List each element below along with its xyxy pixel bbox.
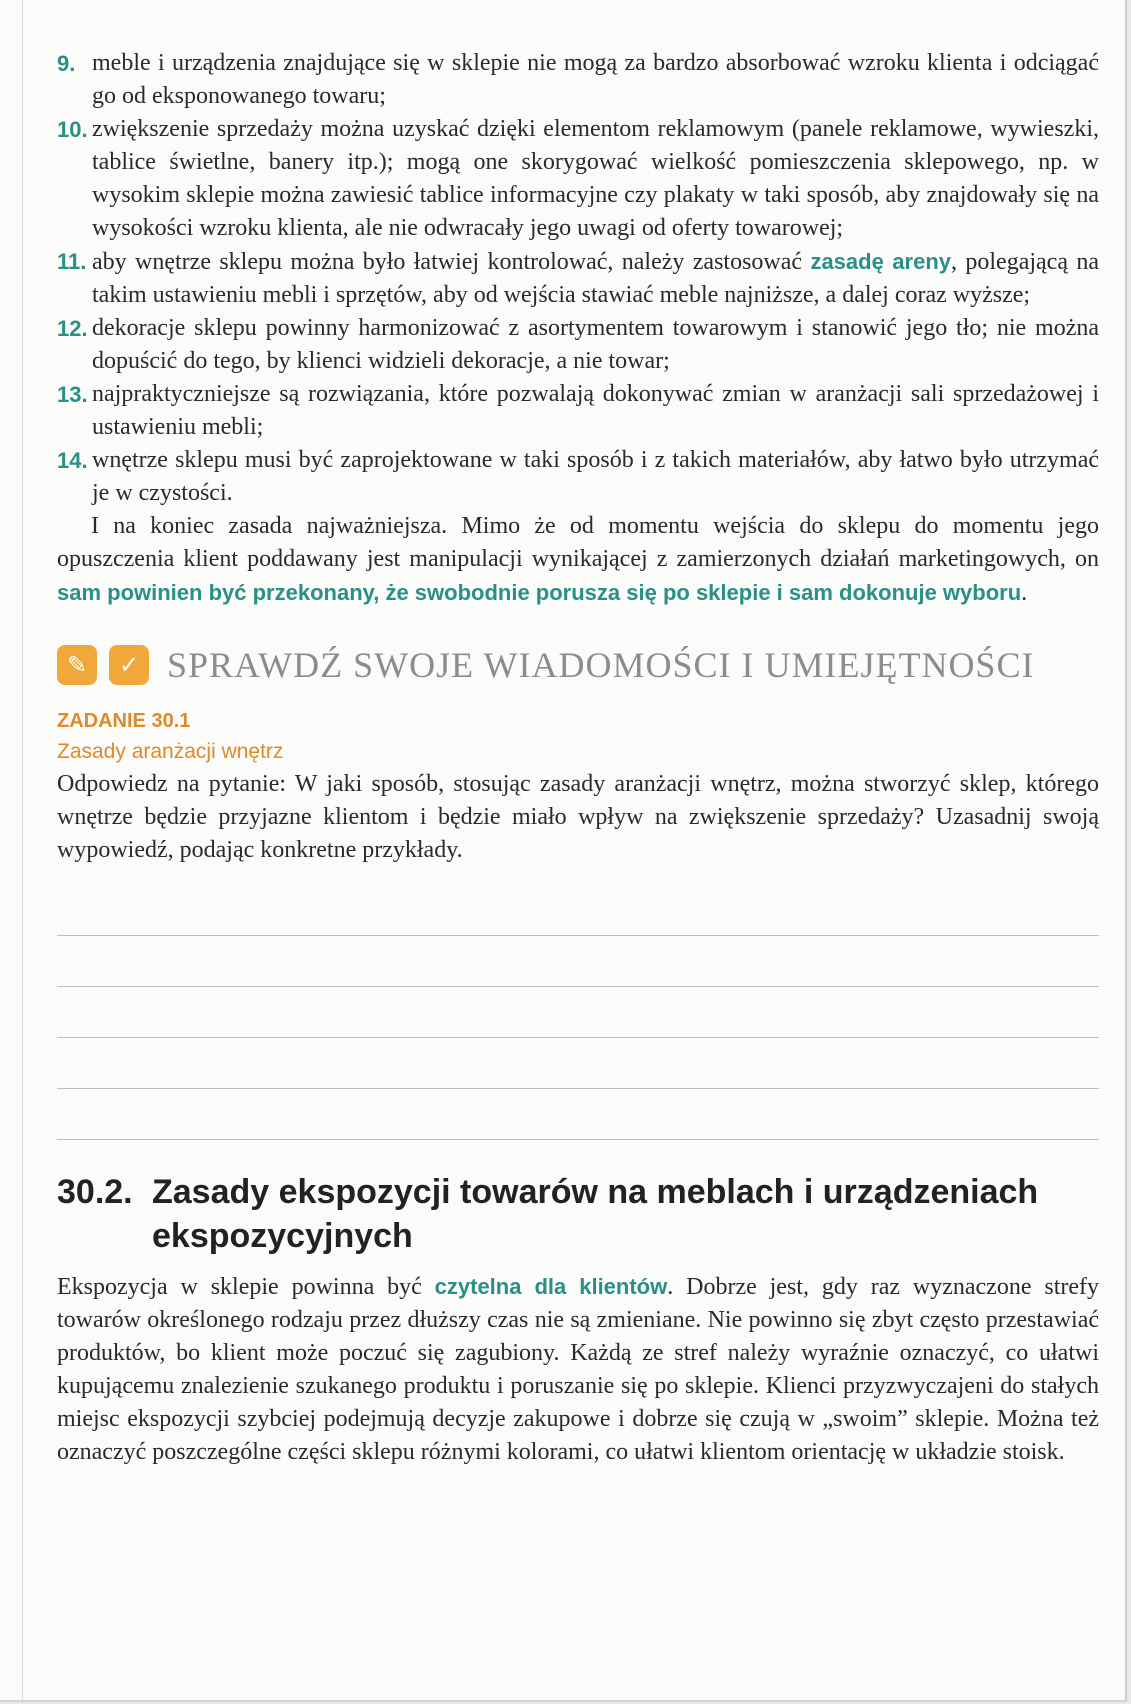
answer-line — [57, 1089, 1099, 1140]
highlighted-phrase: zasadę areny — [810, 249, 952, 274]
section-title-text: Zasady ekspozycji towarów na meblach i urządzeniach ekspozycyjnych — [152, 1173, 1039, 1255]
answer-line — [57, 987, 1099, 1038]
text-run: I na koniec zasada najważniejsza. Mimo że od momentu wejścia do sklepu do momentu jego opuszczenia klient poddawany jest manipulacji wynikającej z zamierzonych działań marketingowych, on — [57, 513, 1099, 572]
page-content — [57, 47, 1099, 1469]
answer-lines — [57, 885, 1099, 1140]
list-item-text — [92, 50, 1099, 109]
text-run: aby wnętrze sklepu można było łatwiej kontrolować, należy zastosować — [92, 249, 811, 275]
list-item-text — [92, 381, 1099, 440]
list-item-number: 12. — [57, 316, 88, 341]
text-run: . Dobrze jest, gdy raz wyznaczone strefy towarów określonego rodzaju przez dłuższy czas nie są zmieniane. Nie powinno się zbyt często przestawiać produktów, bo klient może poczuć się zagubiony. Każdą ze stref należy wyraźnie oznaczyć, co ułatwi kupującemu znalezienie szukanego produktu i poruszanie się po sklepie. Klienci przyzwyczajeni do stałych miejsc ekspozycji szybciej podejmują decyzje zakupowe i dobrze się czują w „swoim” sklepie. Można też oznaczyć poszczególne części sklepu różnymi kolorami, co ułatwi klientom orientację w układzie stoisk. — [57, 1274, 1100, 1465]
list-item — [57, 245, 1099, 312]
text-run: meble i urządzenia znajdujące się w sklepie nie mogą za bardzo absorbować wzroku klienta i odciągać go od eksponowanego towaru; — [92, 50, 1099, 109]
answer-line — [57, 885, 1099, 936]
list-item — [57, 47, 1099, 113]
answer-line — [57, 936, 1099, 987]
task-question: Odpowiedz na pytanie: W jaki sposób, stosując zasady aranżacji wnętrz, można stworzyć sklep, którego wnętrze będzie przyjazne klientom i będzie miało wpływ na zwiększenie sprzedaży? Uzasadnij swoją wypowiedź, podając konkretne przykłady. — [57, 771, 1099, 863]
list-item — [57, 113, 1099, 245]
text-run: . — [1021, 580, 1028, 606]
checkbox-icon: ✓ — [109, 645, 149, 685]
list-item-text — [92, 249, 1099, 308]
text-run: Ekspozycja w sklepie powinna być — [57, 1274, 435, 1300]
highlighted-phrase: czytelna dla klientów — [434, 1274, 668, 1299]
task-subtitle: Zasady aranżacji wnętrz — [57, 740, 284, 763]
closing-paragraph — [57, 510, 1099, 610]
list-item-number: 11. — [57, 249, 87, 274]
list-item — [57, 312, 1099, 378]
list-item-number: 9. — [57, 51, 76, 76]
section-number: 30.2. — [57, 1173, 133, 1211]
text-run: zwiększenie sprzedaży można uzyskać dzięki elementom reklamowym (panele reklamowe, wywieszki, tablice świetlne, banery itp.); mogą one skorygować wielkość pomieszczenia sklepowego, np. w wysokim sklepie można zawiesić tablice informacyjne czy plakaty w taki sposób, aby znajdowały się na wysokości wzroku klienta, ale nie odwracały jego uwagi od oferty towarowej; — [92, 116, 1099, 241]
list-item-text — [92, 315, 1099, 374]
check-section-title: SPRAWDŹ SWOJE WIADOMOŚCI I UMIEJĘTNOŚCI — [167, 645, 1035, 685]
pencil-icon: ✎ — [57, 645, 97, 685]
section-heading — [57, 1170, 1099, 1258]
list-item — [57, 378, 1099, 444]
check-section-header — [57, 640, 1099, 690]
list-item-text — [92, 116, 1099, 241]
list-item-number: 10. — [57, 117, 88, 142]
task-label: ZADANIE 30.1 — [57, 710, 191, 732]
list-item-text — [92, 447, 1099, 506]
list-item-number: 13. — [57, 382, 88, 407]
answer-line — [57, 1038, 1099, 1089]
text-run: dekoracje sklepu powinny harmonizować z asortymentem towarowym i stanowić jego tło; nie można dopuścić do tego, by klienci widzieli dekoracje, a nie towar; — [92, 315, 1099, 374]
text-run: najpraktyczniejsze są rozwiązania, które pozwalają dokonywać zmian w aranżacji sali sprzedażowej i ustawieniu mebli; — [92, 381, 1099, 440]
section-body-paragraph — [57, 1270, 1099, 1469]
list-item — [57, 444, 1099, 510]
text-run: , polegającą na takim ustawieniu mebli i sprzętów, aby od wejścia stawiać meble najniższe, a dalej coraz wyższe; — [92, 249, 1100, 308]
list-item-number: 14. — [57, 448, 88, 473]
rules-list — [57, 47, 1099, 510]
highlighted-phrase: sam powinien być przekonany, że swobodnie porusza się po sklepie i sam dokonuje wyboru — [57, 580, 1022, 605]
text-run: wnętrze sklepu musi być zaprojektowane w taki sposób i z takich materiałów, aby łatwo było utrzymać je w czystości. — [92, 447, 1099, 506]
